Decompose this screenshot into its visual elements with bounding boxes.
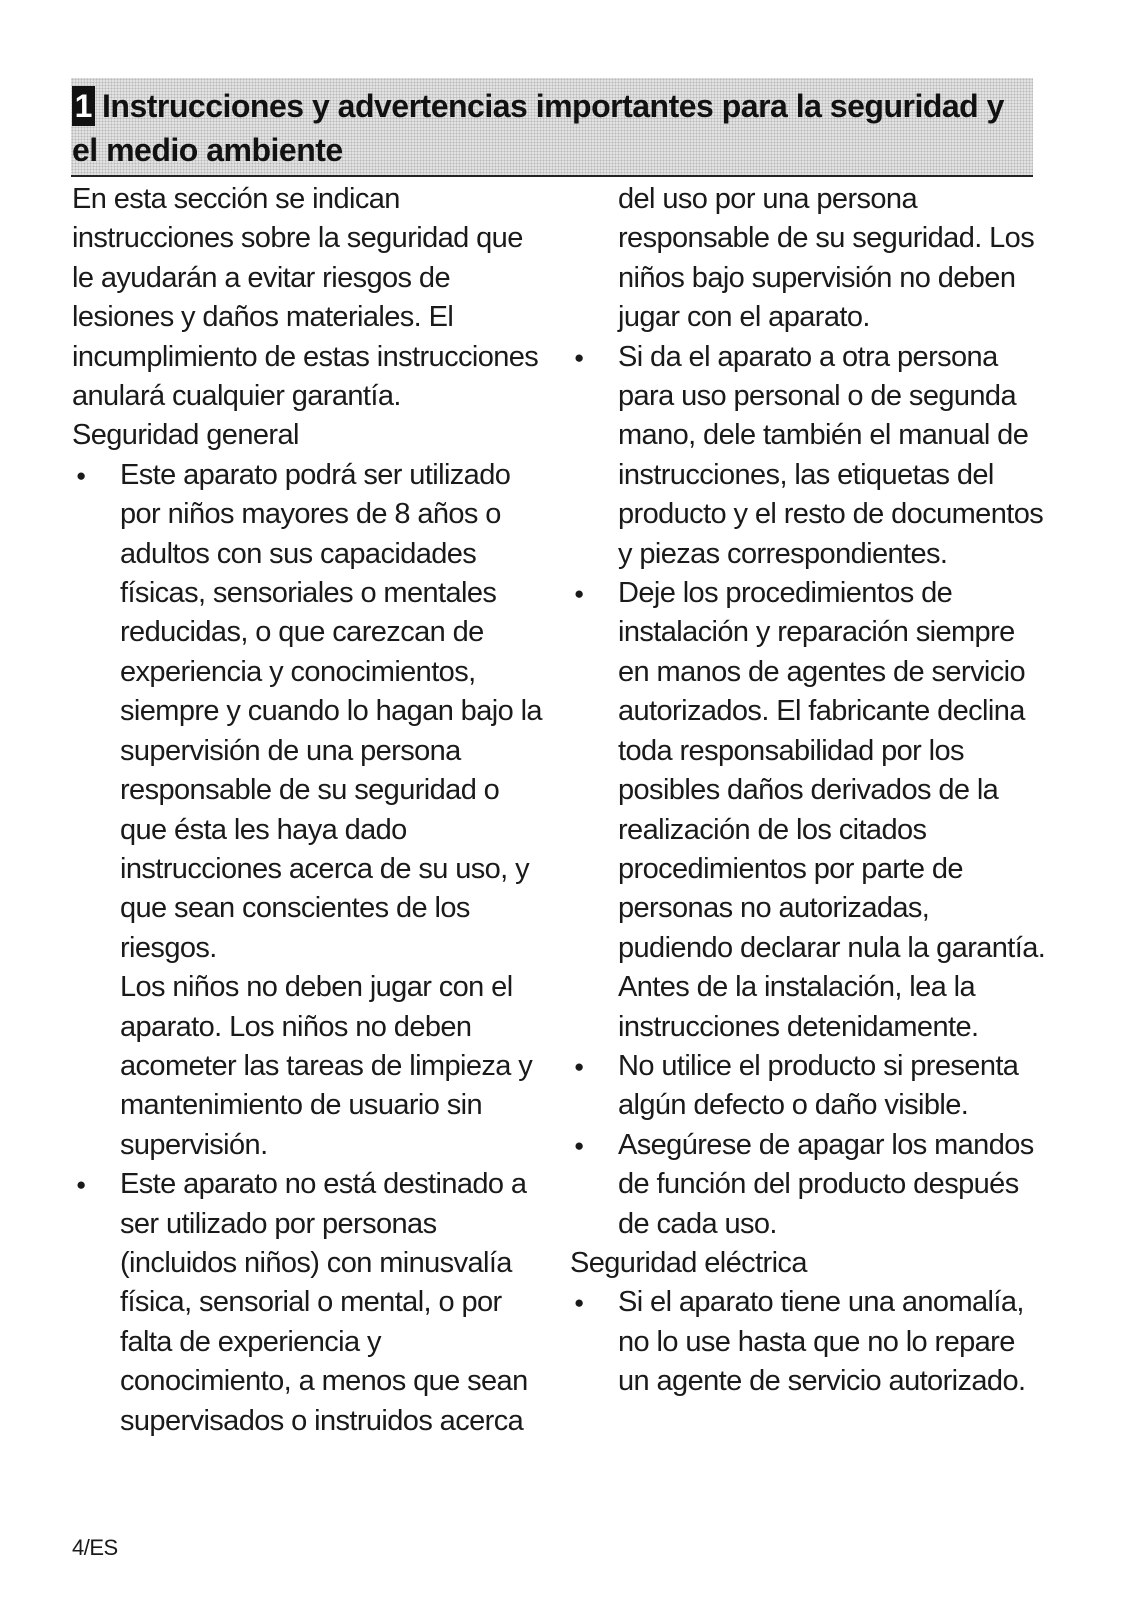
electrical-safety-list	[570, 1283, 1050, 1401]
list-item: ● Deje los procedimientos de instalación y reparación siempre en manos de agentes de servicio autorizados. El fabricante declina toda responsabilidad por los posibles daños derivados de la realización de los citados procedimientos por parte de personas no autorizadas, pudiendo declarar nula la garantía. Antes de la instalación, lea la instrucciones detenidamente.	[570, 574, 1050, 1047]
right-column	[570, 180, 1050, 1402]
list-item: ● Si el aparato tiene una anomalía, no lo use hasta que no lo repare un agente de servicio autorizado.	[570, 1283, 1050, 1401]
list-item	[72, 456, 542, 1165]
bullet-text: ● Este aparato podrá ser utilizado por niños mayores de 8 años o adultos con sus capacidades físicas, sensoriales o mentales reducidas, o que carezcan de experiencia y conocimientos, siempre y cuando lo hagan bajo la supervisión de una persona responsable de su seguridad o que ésta les haya dado instrucciones acerca de su uso, y que sean conscientes de los riesgos.	[120, 458, 542, 964]
list-item	[72, 1165, 542, 1441]
page-title-line-2: el medio ambiente	[72, 132, 343, 168]
bullet-text: ● Este aparato no está destinado a ser utilizado por personas (incluidos niños) con minusvalía física, sensorial o mental, o por falta de experiencia y conocimiento, a menos que sean supervisados o instruidos acerca	[120, 1168, 528, 1437]
general-safety-list	[72, 456, 542, 1441]
section-heading-general-safety: Seguridad general	[72, 419, 299, 452]
continued-text: del uso por una persona responsable de su seguridad. Los niños bajo supervisión no deben jugar con el aparato.	[618, 183, 1035, 334]
page-title	[72, 84, 1032, 172]
list-item: ● Si da el aparato a otra persona para uso personal o de segunda mano, dele también el manual de instrucciones, las etiquetas del producto y el resto de documentos y piezas correspondientes.	[570, 338, 1050, 574]
chapter-number-badge: 1	[72, 86, 95, 126]
bullet-extra-text: Los niños no deben jugar con el aparato. Los niños no deben acometer las tareas de limpieza y mantenimiento de usuario sin supervisión.	[120, 971, 533, 1161]
section-heading-electrical-safety: Seguridad eléctrica	[570, 1246, 807, 1279]
page-title-line-1: Instrucciones y advertencias importantes para la seguridad y	[102, 88, 1004, 124]
intro-paragraph: En esta sección se indican instrucciones sobre la seguridad que le ayudarán a evitar riesgos de lesiones y daños materiales. El incumplimiento de estas instrucciones anulará cualquier garantía.	[72, 183, 539, 413]
page-number: 4/ES	[72, 1535, 118, 1560]
left-column	[72, 180, 542, 1441]
list-item: ● Asegúrese de apagar los mandos de función del producto después de cada uso.	[570, 1126, 1050, 1244]
list-item: ● No utilice el producto si presenta algún defecto o daño visible.	[570, 1047, 1050, 1126]
general-safety-list-continued	[570, 338, 1050, 1244]
